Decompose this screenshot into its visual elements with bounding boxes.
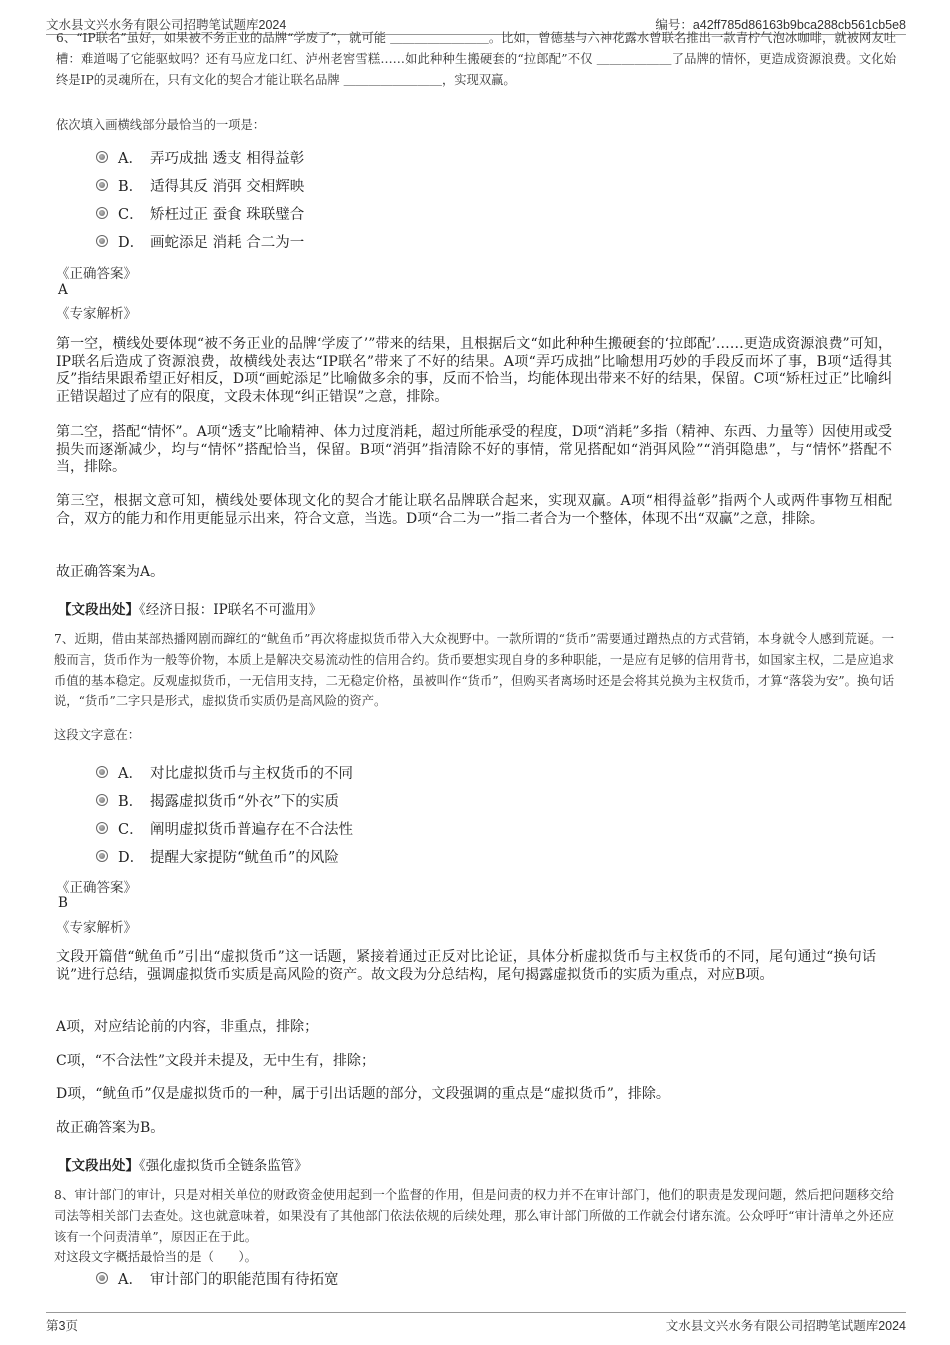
analysis-label: 《专家解析》 [56,920,137,936]
analysis-label: 《专家解析》 [56,306,137,322]
radio-icon[interactable] [96,151,108,163]
question-6-stem: 6、“IP联名”虽好，如果被不务正业的品牌“学废了”，就可能 ＿＿＿＿＿＿＿＿。比如，曾德基与六神花露水曾联名推出一款青柠气泡冰咖啡，就被网友吐槽：难道喝了它能驱蚊吗？还有马应龙口红、泸州老窖雪糕……如此种种生搬硬套的“拉郎配”不仅 ＿＿＿＿＿＿了品牌的情怀，更造成资源浪费。文化始终是IP的灵魂所在，只有文化的契合才能让联名品牌 ＿＿＿＿＿＿＿＿，实现双赢。 [56,31,896,87]
source-title: 《经济日报：IP联名不可滥用》 [139,602,323,618]
analysis-paragraph: 第二空，搭配“情怀”。A项“透支”比喻精神、体力过度消耗，超过所能承受的程度，D项“消耗”多指（精神、东西、力量等）因使用或受损失而逐渐减少，均与“情怀”搭配恰当，保留。B项“消弭”指清除不好的事情，常见搭配如“消弭风险”“消弭隐患”，与“情怀”搭配不当，排除。 [56,424,892,475]
option-text: 提醒大家提防“鱿鱼币”的风险 [150,849,339,866]
correct-answer: A [58,282,68,298]
question-6-options [96,143,304,255]
option-c[interactable] [96,199,304,227]
analysis-conclusion: 故正确答案为B。 [56,1120,165,1136]
radio-icon[interactable] [96,794,108,806]
source-title: 《强化虚拟货币全链条监管》 [139,1158,308,1174]
correct-answer: B [58,895,68,911]
option-text: 阐明虚拟货币普遍存在不合法性 [150,821,353,838]
radio-icon[interactable] [96,235,108,247]
correct-answer-label: 《正确答案》 [56,880,137,896]
option-text: 适得其反 消弭 交相辉映 [150,178,305,195]
option-letter: C． [118,206,144,223]
option-a[interactable] [96,143,304,171]
question-7-text: 7、近期，借由某部热播网剧而蹿红的“鱿鱼币”再次将虚拟货币带入大众视野中。一款所谓的“货币”需要通过蹭热点的方式营销，本身就令人感到荒诞。一般而言，货币作为一般等价物，本质上是解决交易流动性的信用合约。货币要想实现自身的多种职能，一是应有足够的信用背书，如国家主权，二是应追求币值的基本稳定。反观虚拟货币，一无信用支持，二无稳定价格，虽被叫作“货币”，但购买者离场时还是会将其兑换为主权货币，才算“落袋为安”。换句话说，“货币”二字只是形式，虚拟货币实质仍是高风险的资产。 [54,632,894,709]
option-text: 画蛇添足 消耗 合二为一 [150,234,305,251]
header-doc-id: 编号：a42ff785d86163b9bca288cb561cb5e8 [655,18,906,32]
option-letter: D． [118,234,145,251]
source-label: 【文段出处】 [58,1158,139,1174]
analysis-paragraph: A项，对应结论前的内容，非重点，排除； [56,1019,319,1035]
radio-icon[interactable] [96,766,108,778]
question-6 [56,31,896,96]
source-label: 【文段出处】 [58,602,139,618]
header-title: 文水县文兴水务有限公司招聘笔试题库2024 [46,18,287,32]
analysis-conclusion: 故正确答案为A。 [56,564,165,580]
option-letter: A． [118,1271,143,1288]
option-d[interactable] [96,842,353,870]
correct-answer-label: 《正确答案》 [56,266,137,282]
radio-icon[interactable] [96,1272,108,1284]
question-7-prompt: 这段文字意在： [54,728,141,742]
analysis-paragraph: C项，“不合法性”文段并未提及，无中生有，排除； [56,1053,376,1069]
analysis-paragraph: 第三空，根据文意可知，横线处要体现文化的契合才能让联名品牌联合起来，实现双赢。A项“相得益彰”指两个人或两件事物互相配合，双方的能力和作用更能显示出来，符合文意，当选。D项“合二为一”指二者合为一个整体，体现不出“双赢”之意，排除。 [56,493,892,527]
option-letter: A． [118,150,143,167]
option-b[interactable] [96,171,304,199]
analysis-paragraph: 第一空，横线处要体现“被不务正业的品牌‘学废了’”带来的结果，且根据后文“如此种种生搬硬套的‘拉郎配’……更造成资源浪费”可知，IP联名后造成了资源浪费，故横线处表达“IP联名”带来了不好的结果。A项“弄巧成拙”比喻想用巧妙的手段反而坏了事，B项“适得其反”指结果跟希望正好相反，D项“画蛇添足”比喻做多余的事，反而不恰当，均能体现出带来不好的结果，保留。C项“矫枉过正”比喻纠正错误超过了应有的限度，文段未体现“纠正错误”之意，排除。 [56,336,892,405]
question-6-prompt: 依次填入画横线部分最恰当的一项是： [56,118,266,132]
radio-icon[interactable] [96,179,108,191]
source-citation [58,1154,308,1174]
option-a[interactable] [96,1264,339,1292]
radio-icon[interactable] [96,822,108,834]
option-letter: B． [118,178,144,195]
page-footer [46,1312,906,1333]
footer-title: 文水县文兴水务有限公司招聘笔试题库2024 [665,1319,906,1333]
analysis-paragraph: D项，“鱿鱼币”仅是虚拟货币的一种，属于引出话题的部分，文段强调的重点是“虚拟货币”，排除。 [56,1086,670,1102]
option-text: 弄巧成拙 透支 相得益彰 [150,150,305,167]
option-text: 对比虚拟货币与主权货币的不同 [150,765,353,782]
question-7-options [96,758,353,870]
radio-icon[interactable] [96,207,108,219]
option-letter: A． [118,765,143,782]
option-letter: D． [118,849,145,866]
option-text: 审计部门的职能范围有待拓宽 [150,1271,339,1288]
question-6-text [56,28,896,96]
page-number: 第3页 [46,1319,78,1333]
option-b[interactable] [96,786,353,814]
question-8-prompt: 对这段文字概括最恰当的是（ ）。 [54,1250,257,1264]
source-citation [58,598,322,618]
analysis-paragraph: 文段开篇借“鱿鱼币”引出“虚拟货币”这一话题，紧接着通过正反对比论证，具体分析虚拟货币与主权货币的不同，尾句通过“换句话说”进行总结，强调虚拟货币实质是高风险的资产。故文段为分总结构，尾句揭露虚拟货币的实质为重点，对应B项。 [56,949,876,983]
option-a[interactable] [96,758,353,786]
option-letter: B． [118,793,144,810]
question-8-options [96,1264,339,1292]
radio-icon[interactable] [96,850,108,862]
option-letter: C． [118,821,144,838]
question-8-text: 8、审计部门的审计，只是对相关单位的财政资金使用起到一个监督的作用，但是问责的权力并不在审计部门，他们的职责是发现问题，然后把问题移交给司法等相关部门去查处。这也就意味着，如果没有了其他部门依法依规的后续处理，那么审计部门所做的工作就会付诸东流。公众呼吁“审计清单之外还应该有一个问责清单”，原因正在于此。 [54,1188,894,1244]
option-d[interactable] [96,227,304,255]
option-text: 揭露虚拟货币“外衣”下的实质 [150,793,339,810]
option-c[interactable] [96,814,353,842]
option-text: 矫枉过正 蚕食 珠联璧合 [150,206,305,223]
